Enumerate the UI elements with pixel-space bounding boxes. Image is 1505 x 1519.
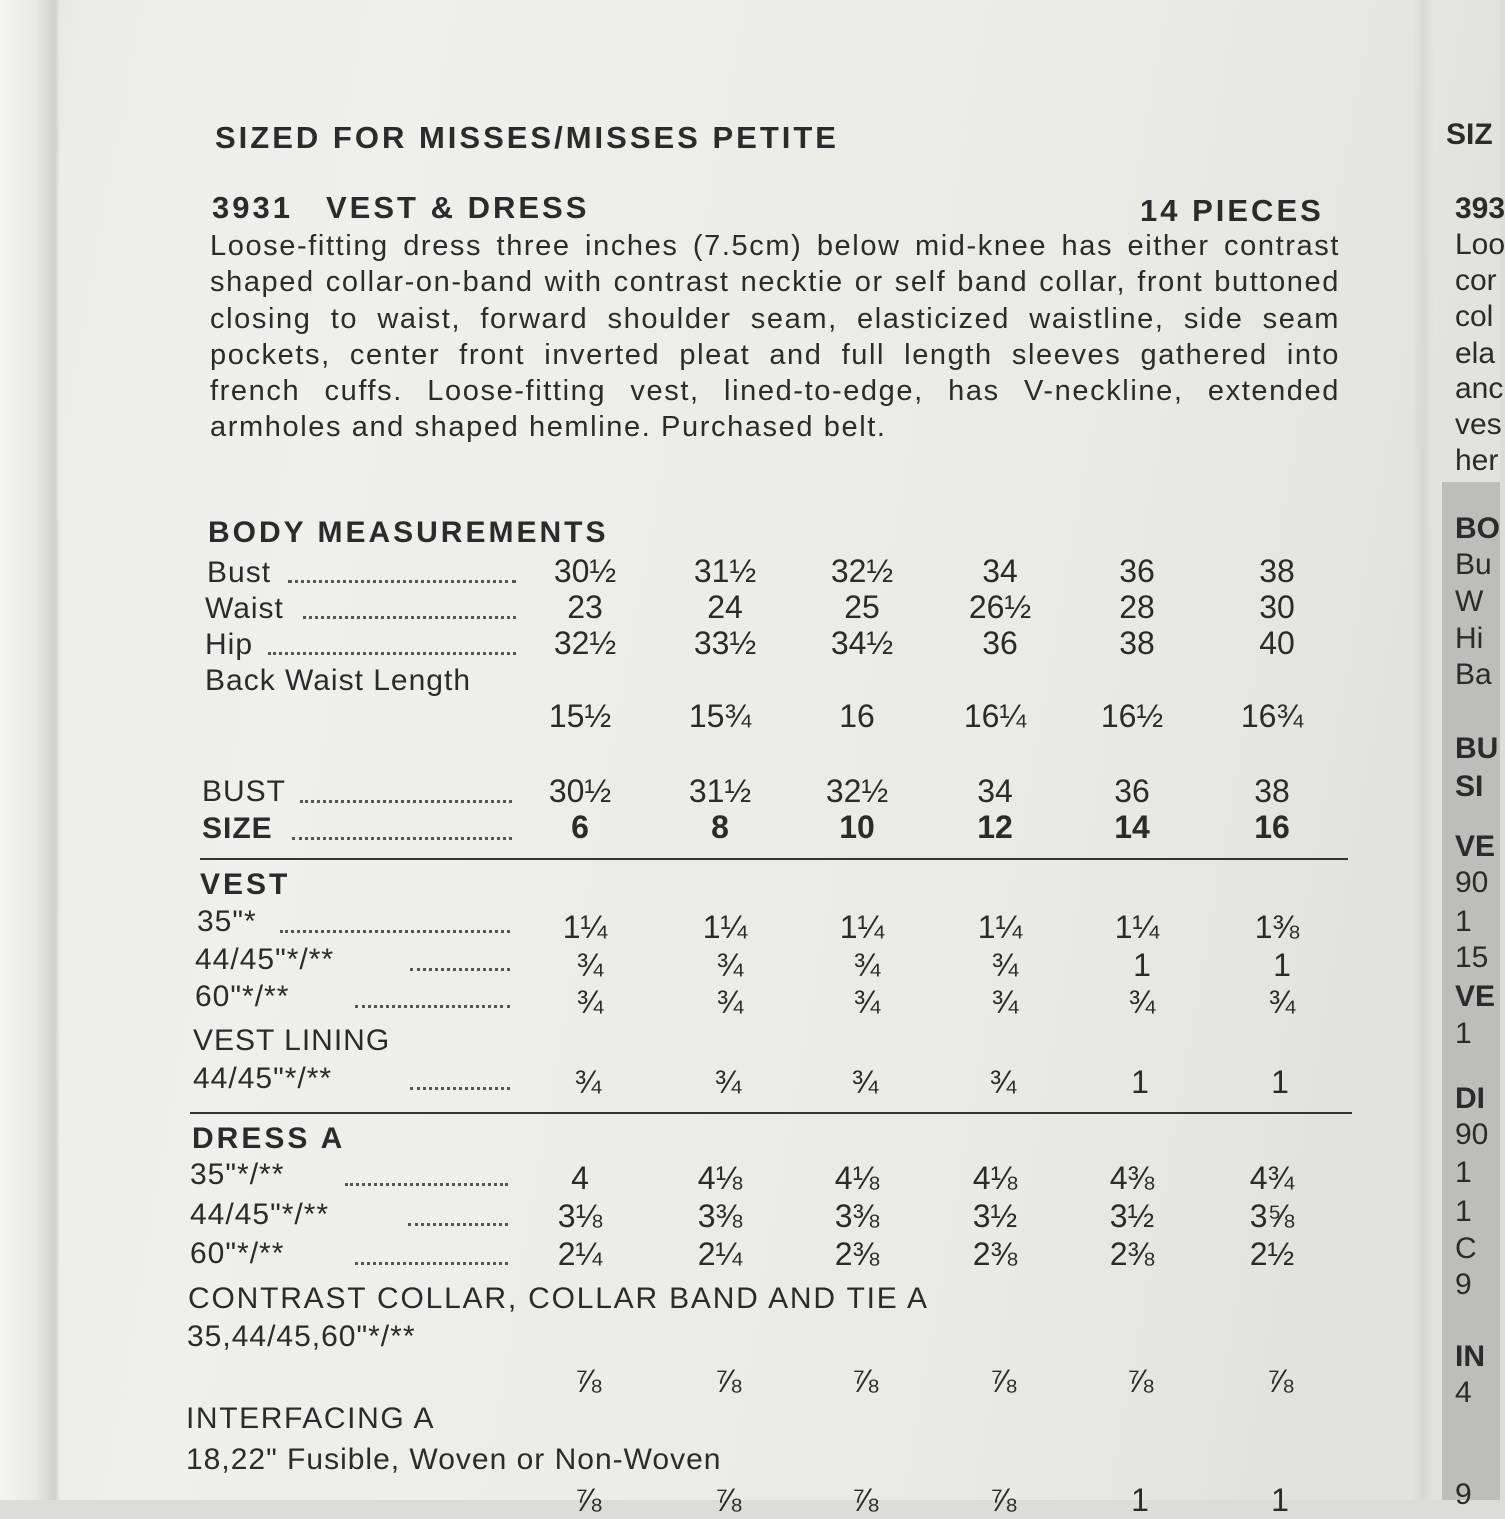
contrast-collar-heading: CONTRAST COLLAR, COLLAR BAND AND TIE A [188,1282,929,1315]
divider [190,1112,1352,1114]
hip-label: Hip [205,628,254,661]
body-bust-value-2: 31½ [693,553,757,589]
leader-dots [355,1262,508,1265]
adjacent-panel-fragment: 1 [1455,905,1472,938]
leader-dots [408,1223,508,1226]
adjacent-panel-fragment: Hi [1455,622,1484,655]
interfacing-heading: INTERFACING A [186,1402,436,1435]
vest-r44-value-4: ¾ [991,947,1019,983]
interfacing-value-5: 1 [1131,1482,1149,1518]
adjacent-panel-fragment: col [1455,300,1494,333]
dress-r44-value-2: 3⅜ [697,1198,743,1234]
vest-35-label: 35"* [197,905,257,938]
size-label: SIZE [202,812,273,845]
sizing-size-value-5: 14 [1114,809,1150,845]
body-hip-value-4: 36 [982,625,1018,661]
vest-r35-value-3: 1¼ [839,909,885,945]
bust-size-label: BUST [202,775,287,808]
dress-r35-value-4: 4⅛ [972,1160,1018,1196]
dress-r44-value-4: 3½ [972,1198,1018,1234]
adjacent-panel-fragment: BU [1455,732,1499,765]
dress-r44-value-3: 3⅜ [834,1198,880,1234]
dress-r60-value-1: 2¼ [557,1236,603,1272]
adjacent-panel-fragment: her [1455,444,1499,477]
sizing-size-value-4: 12 [977,809,1013,845]
vest-r35-value-1: 1¼ [562,909,608,945]
dress-r35-value-1: 4 [571,1160,589,1196]
contrast-value-3: ⅞ [851,1363,879,1399]
dress-60-label: 60"*/** [190,1237,285,1270]
dress-r60-value-4: 2⅜ [972,1236,1018,1272]
adjacent-panel-fragment: SIZ [1446,118,1493,151]
adjacent-panel-fragment: anc [1455,372,1504,405]
dress-r60-value-6: 2½ [1249,1236,1295,1272]
interfacing-value-4: ⅞ [989,1482,1017,1518]
body-backwaist-value-1: 15½ [548,698,612,734]
vest-r44-value-6: 1 [1273,947,1291,983]
interfacing-value-3: ⅞ [851,1482,879,1518]
contrast-value-4: ⅞ [989,1363,1017,1399]
interfacing-value-2: ⅞ [714,1482,742,1518]
size-range-heading: SIZED FOR MISSES/MISSES PETITE [215,120,839,155]
lining-r44-value-1: ¾ [574,1064,602,1100]
vest-r44-value-2: ¾ [716,947,744,983]
adjacent-panel-fragment: 4 [1455,1376,1472,1409]
body-waist-value-6: 30 [1259,589,1295,625]
adjacent-panel-fragment: C [1455,1232,1477,1265]
divider [200,858,1348,860]
sizing-bust-value-6: 38 [1254,773,1290,809]
vest-r60-value-6: ¾ [1268,984,1296,1020]
contrast-value-1: ⅞ [574,1363,602,1399]
vest-r60-value-2: ¾ [716,984,744,1020]
pattern-number: 3931 [212,190,293,225]
dress-r35-value-6: 4¾ [1249,1160,1295,1196]
adjacent-panel-fragment: 1 [1455,1017,1472,1050]
sizing-bust-value-4: 34 [977,773,1013,809]
body-hip-value-2: 33½ [693,625,757,661]
dress-r44-value-1: 3⅛ [557,1198,603,1234]
dress-r60-value-5: 2⅜ [1109,1236,1155,1272]
adjacent-panel-fragment: IN [1455,1340,1485,1373]
pattern-description: Loose-fitting dress three inches (7.5cm) below mid-knee has either contrast shaped collar-on-band with contrast necktie or self band collar, front buttoned closing to waist, forward shoulder seam, elasticized waistline, side seam pockets, center front inverted pleat and full length sleeves gathered into french cuffs. Loose-fitting vest, lined-to-edge, has V-neckline, extended armholes and shaped hemline. Purchased belt. [210,230,1340,444]
lining-r44-value-3: ¾ [851,1064,879,1100]
pattern-name: VEST & DRESS [326,190,590,225]
adjacent-panel-fragment: W [1455,585,1484,618]
leader-dots [280,930,510,933]
vest-lining-heading: VEST LINING [193,1024,391,1057]
adjacent-panel-fragment: VE [1455,980,1496,1013]
interfacing-value-1: ⅞ [574,1482,602,1518]
lining-r44-value-6: 1 [1271,1064,1289,1100]
dress-44-label: 44/45"*/** [190,1198,330,1231]
body-bust-value-3: 32½ [830,553,894,589]
lining-r44-value-4: ¾ [989,1064,1017,1100]
adjacent-panel-fragment: BO [1455,512,1500,545]
vest-r44-value-1: ¾ [576,947,604,983]
interfacing-value-6: 1 [1271,1482,1289,1518]
leader-dots [345,1183,508,1186]
body-bust-value-6: 38 [1259,553,1295,589]
contrast-value-2: ⅞ [714,1363,742,1399]
contrast-fabric-widths: 35,44/45,60"*/** [187,1320,416,1353]
body-hip-value-5: 38 [1119,625,1155,661]
leader-dots [300,800,512,803]
adjacent-panel-fragment: ves [1455,408,1502,441]
dress-r35-value-3: 4⅛ [834,1160,880,1196]
back-waist-label: Back Waist Length [205,664,472,697]
adjacent-panel-fragment: 1 [1455,1195,1472,1228]
body-waist-value-4: 26½ [968,589,1032,625]
adjacent-panel-fragment: Ba [1455,658,1492,691]
vest-44-label: 44/45"*/** [195,943,335,976]
paper-fold-shadow [0,0,60,1500]
body-measurements-heading: BODY MEASUREMENTS [208,516,609,549]
body-backwaist-value-6: 16¾ [1240,698,1304,734]
vest-heading: VEST [200,868,291,901]
vest-r44-value-5: 1 [1133,947,1151,983]
leader-dots [292,837,512,840]
vest-r60-value-5: ¾ [1128,984,1156,1020]
adjacent-panel-fragment: VE [1455,830,1496,863]
dress-a-heading: DRESS A [192,1122,346,1155]
dress-r60-value-3: 2⅜ [834,1236,880,1272]
leader-dots [303,616,516,619]
lining-44-label: 44/45"*/** [193,1062,333,1095]
body-backwaist-value-3: 16 [839,698,875,734]
body-hip-value-3: 34½ [830,625,894,661]
dress-r35-value-2: 4⅛ [697,1160,743,1196]
lining-r44-value-5: 1 [1131,1064,1149,1100]
dress-r44-value-5: 3½ [1109,1198,1155,1234]
adjacent-panel-fragment: 1 [1455,1156,1472,1189]
adjacent-panel-fragment: 393 [1455,192,1505,225]
body-bust-value-1: 30½ [553,553,617,589]
contrast-value-5: ⅞ [1126,1363,1154,1399]
vest-r60-value-1: ¾ [576,984,604,1020]
adjacent-panel-fragment: 15 [1455,941,1489,974]
waist-label: Waist [205,592,284,625]
adjacent-panel-fragment: Bu [1455,548,1492,581]
leader-dots [410,968,510,971]
adjacent-panel-fragment: 90 [1455,866,1489,899]
sizing-bust-value-2: 31½ [688,773,752,809]
adjacent-panel-fragment: Loo [1455,228,1505,261]
vest-r44-value-3: ¾ [853,947,881,983]
adjacent-panel-fragment: 90 [1455,1118,1489,1151]
body-waist-value-3: 25 [844,589,880,625]
leader-dots [268,652,516,655]
dress-35-label: 35"*/** [190,1158,285,1191]
body-bust-value-5: 36 [1119,553,1155,589]
body-bust-value-4: 34 [982,553,1018,589]
sizing-size-value-6: 16 [1254,809,1290,845]
adjacent-panel-fragment: ela [1455,337,1496,370]
body-backwaist-value-2: 15¾ [688,698,752,734]
vest-r35-value-4: 1¼ [977,909,1023,945]
leader-dots [288,580,516,583]
vest-60-label: 60"*/** [195,980,290,1013]
interfacing-description: 18,22" Fusible, Woven or Non-Woven [186,1443,722,1476]
sizing-size-value-2: 8 [711,809,729,845]
dress-r44-value-6: 3⅝ [1249,1198,1295,1234]
vest-r35-value-6: 1⅜ [1254,909,1300,945]
pieces-count: 14 PIECES [1140,193,1324,228]
adjacent-panel-fragment: 9 [1455,1268,1472,1301]
vest-r35-value-2: 1¼ [702,909,748,945]
contrast-value-6: ⅞ [1266,1363,1294,1399]
body-hip-value-6: 40 [1259,625,1295,661]
bust-label: Bust [207,556,272,589]
body-waist-value-1: 23 [567,589,603,625]
adjacent-panel-fragment: cor [1455,264,1497,297]
body-waist-value-5: 28 [1119,589,1155,625]
leader-dots [410,1087,510,1090]
sizing-bust-value-3: 32½ [825,773,889,809]
adjacent-panel-fragment: 9 [1455,1478,1472,1511]
sizing-size-value-1: 6 [571,809,589,845]
paper-crease [1412,0,1434,1500]
sizing-bust-value-5: 36 [1114,773,1150,809]
sizing-bust-value-1: 30½ [548,773,612,809]
leader-dots [355,1005,510,1008]
dress-r60-value-2: 2¼ [697,1236,743,1272]
adjacent-panel-fragment: SI [1455,770,1484,803]
vest-r60-value-3: ¾ [853,984,881,1020]
vest-r60-value-4: ¾ [991,984,1019,1020]
body-waist-value-2: 24 [707,589,743,625]
lining-r44-value-2: ¾ [714,1064,742,1100]
sizing-size-value-3: 10 [839,809,875,845]
body-backwaist-value-4: 16¼ [963,698,1027,734]
adjacent-panel-fragment: DI [1455,1082,1485,1115]
body-hip-value-1: 32½ [553,625,617,661]
vest-r35-value-5: 1¼ [1114,909,1160,945]
dress-r35-value-5: 4⅜ [1109,1160,1155,1196]
body-backwaist-value-5: 16½ [1100,698,1164,734]
